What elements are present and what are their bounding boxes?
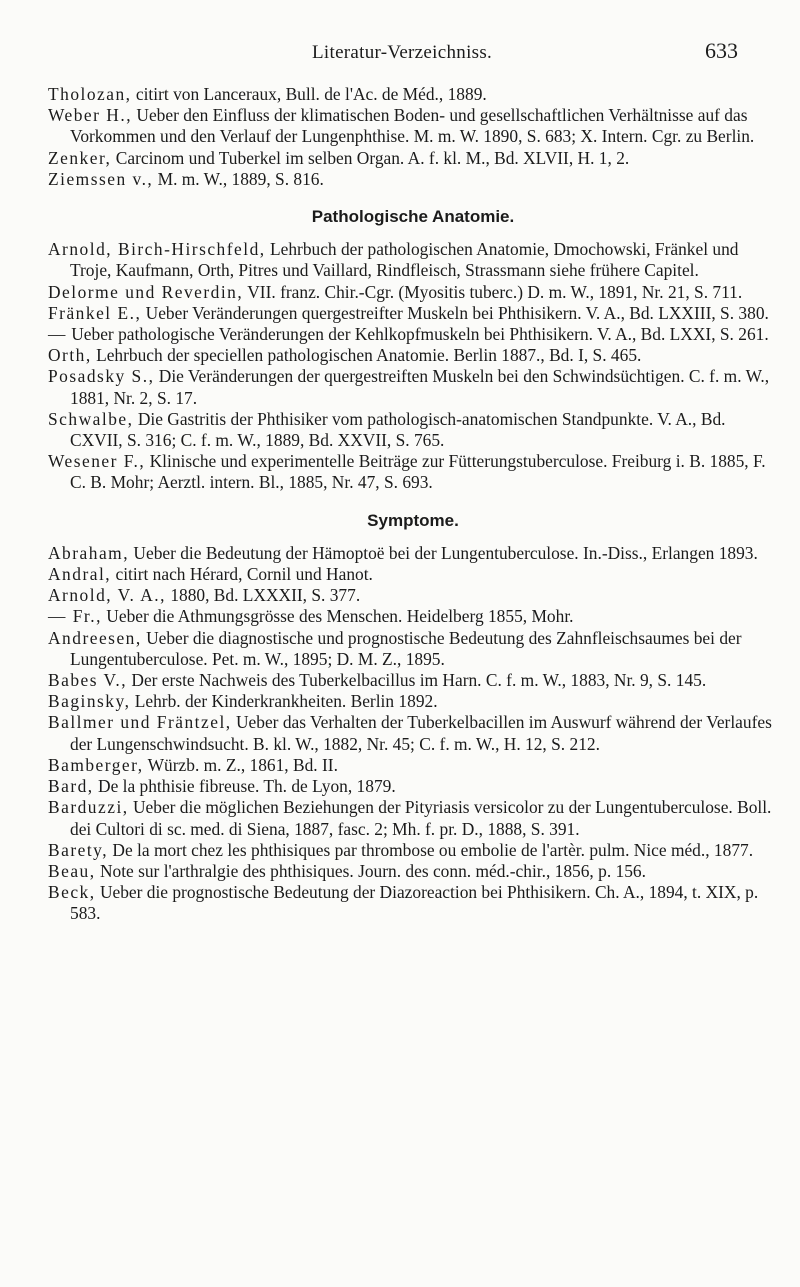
entry-text: Lehrbuch der pathologischen Anatomie, Dmochowski, Fränkel und Troje, Kaufmann, Orth, Pitres und Vaillard, Rindfleisch, Strassmann siehe frühere Capitel. [70, 239, 739, 281]
bibliography-entry [48, 585, 778, 606]
bibliography-entry [48, 169, 778, 190]
entry-text: Note sur l'arthralgie des phthisiques. Journ. des conn. méd.-chir., 1856, p. 156. [95, 860, 646, 881]
entry-text: Lehrbuch der speciellen pathologischen Anatomie. Berlin 1887., Bd. I, S. 465. [91, 345, 642, 366]
section-heading: Pathologische Anatomie. [311, 207, 515, 227]
bibliography-entry [48, 861, 778, 882]
entry-author: Schwalbe, [48, 408, 134, 429]
entry-author: Bamberger, [48, 754, 144, 775]
bibliography-entry [48, 451, 778, 493]
entry-text: Ueber den Einfluss der klimatischen Boden- und gesellschaftlichen Verhältnisse auf das Vorkommen und den Verlauf der Lungenphthise. M. m. W. 1890, S. 683; X. Intern. Cgr. zu Berlin. [70, 105, 755, 147]
entry-author: Zenker, [48, 147, 112, 168]
bibliography-entry [48, 84, 778, 105]
bibliography-entry [48, 670, 778, 691]
bibliography-entry [48, 366, 778, 408]
entry-author: Bard, [48, 776, 94, 797]
entry-author: — Fr., [48, 606, 102, 627]
entry-text: citirt von Lanceraux, Bull. de l'Ac. de Méd., 1889. [131, 84, 487, 104]
entry-author: — [48, 324, 67, 345]
bibliography-entry [48, 840, 778, 861]
entry-author: Arnold, Birch-Hirschfeld, [48, 239, 266, 260]
entry-author: Beck, [48, 882, 96, 903]
bibliography-entry [48, 282, 778, 303]
entry-author: Ziemssen v., [48, 168, 154, 189]
entry-text: Ueber die Athmungsgrösse des Menschen. Heidelberg 1855, Mohr. [101, 606, 574, 627]
entry-text: De la mort chez les phthisiques par thrombose ou embolie de l'artèr. pulm. Nice méd., 1877. [108, 839, 754, 860]
entry-text: Lehrb. der Kinderkrankheiten. Berlin 1892. [130, 691, 438, 712]
entry-author: Andreesen, [48, 627, 142, 648]
entry-author: Arnold, V. A., [48, 585, 166, 606]
entry-text: 1880, Bd. LXXXII, S. 377. [165, 585, 361, 606]
entry-author: Ballmer und Fräntzel, [48, 712, 232, 733]
entry-author: Wesener F., [48, 451, 146, 472]
bibliography-entry [48, 303, 778, 324]
entry-author: Babes V., [48, 670, 128, 691]
entry-author: Posadsky S., [48, 366, 155, 387]
entry-text: Ueber die diagnostische und prognostische Bedeutung des Zahnfleischsaumes bei der Lungentuberculose. Pet. m. W., 1895; D. M. Z., 1895. [70, 627, 742, 669]
bibliography-entry [48, 345, 778, 366]
entry-author: Barduzzi, [48, 797, 129, 818]
section-heading: Symptome. [367, 510, 459, 530]
bibliography-entry [48, 409, 778, 451]
page-number: 633 [705, 38, 738, 63]
entry-author: Andral, [48, 564, 112, 585]
running-header [0, 20, 800, 63]
entry-author: Orth, [48, 345, 92, 366]
entry-author: Weber H., [48, 105, 133, 126]
entry-text: Ueber Veränderungen quergestreifter Muskeln bei Phthisikern. V. A., Bd. LXXIII, S. 380. [141, 302, 769, 323]
entry-text: Die Gastritis der Phthisiker vom pathologisch-anatomischen Standpunkte. V. A., Bd. CXVII, S. 316; C. f. m. W., 1889, Bd. XXVII, S. 765. [70, 408, 726, 451]
entry-text: M. m. W., 1889, S. 816. [153, 168, 324, 189]
entry-text: Ueber pathologische Veränderungen der Kehlkopfmuskeln bei Phthisikern. V. A., Bd. LXXI, S. 261. [66, 324, 769, 345]
entry-text: VII. franz. Chir.-Cgr. (Myositis tuberc.) D. m. W., 1891, Nr. 21, S. 711. [243, 281, 743, 302]
bibliography-entry [48, 239, 778, 281]
intro-entries [48, 84, 778, 190]
bibliography-entry [48, 776, 778, 797]
bibliography-entry [48, 712, 778, 754]
bibliography-entry [48, 797, 778, 839]
entry-text: Ueber die möglichen Beziehungen der Pityriasis versicolor zu der Lungentuberculose. Boll. dei Cultori di sc. med. di Siena, 1887, fasc. 2; Mh. f. pr. D., 1888, S. 391. [70, 797, 772, 839]
bibliography-entry [48, 148, 778, 169]
entry-text: De la phthisie fibreuse. Th. de Lyon, 1879. [93, 776, 396, 797]
entry-text: Ueber das Verhalten der Tuberkelbacillen im Auswurf während der Verlaufes der Lungenschwindsucht. B. kl. W., 1882, Nr. 45; C. f. m. W., H. 12, S. 212. [70, 712, 772, 754]
bibliography-entry [48, 691, 778, 712]
bibliography-section [48, 510, 778, 925]
entry-text: citirt nach Hérard, Cornil und Hanot. [111, 564, 373, 585]
entry-author: Barety, [48, 839, 109, 860]
bibliography-entry [48, 324, 778, 345]
bibliography-entry [48, 105, 778, 147]
entry-author: Beau, [48, 860, 96, 881]
entry-text: Carcinom und Tuberkel im selben Organ. A. f. kl. M., Bd. XLVII, H. 1, 2. [111, 147, 630, 168]
bibliography [48, 84, 778, 925]
entry-text: Klinische und experimentelle Beiträge zur Fütterungstuberculose. Freiburg i. B. 1885, F. C. B. Mohr; Aerztl. intern. Bl., 1885, Nr. 47, S. 693. [70, 451, 766, 493]
entry-text: Der erste Nachweis des Tuberkelbacillus im Harn. C. f. m. W., 1883, Nr. 9, S. 145. [127, 670, 707, 691]
bibliography-entry [48, 606, 778, 627]
bibliography-entry [48, 882, 778, 924]
bibliography-entry [48, 755, 778, 776]
entry-author: Tholozan, [48, 84, 132, 104]
entry-text: Die Veränderungen der quergestreiften Muskeln bei den Schwindsüchtigen. C. f. m. W., 1881, Nr. 2, S. 17. [70, 366, 770, 408]
entry-text: Ueber die Bedeutung der Hämoptoë bei der Lungentuberculose. In.-Diss., Erlangen 1893. [129, 542, 758, 563]
entry-author: Delorme und Reverdin, [48, 281, 244, 302]
entry-author: Fränkel E., [48, 302, 142, 323]
entry-text: Ueber die prognostische Bedeutung der Diazoreaction bei Phthisikern. Ch. A., 1894, t. XIX, p. 583. [70, 882, 759, 924]
bibliography-entry [48, 543, 778, 564]
bibliography-entry [48, 628, 778, 670]
bibliography-section [48, 206, 778, 494]
entry-author: Abraham, [48, 542, 130, 563]
entry-author: Baginsky, [48, 691, 131, 712]
running-title: Literatur-Verzeichniss. [312, 42, 493, 63]
entry-text: Würzb. m. Z., 1861, Bd. II. [143, 754, 338, 775]
bibliography-entry [48, 564, 778, 585]
bibliography-sections [48, 206, 778, 925]
